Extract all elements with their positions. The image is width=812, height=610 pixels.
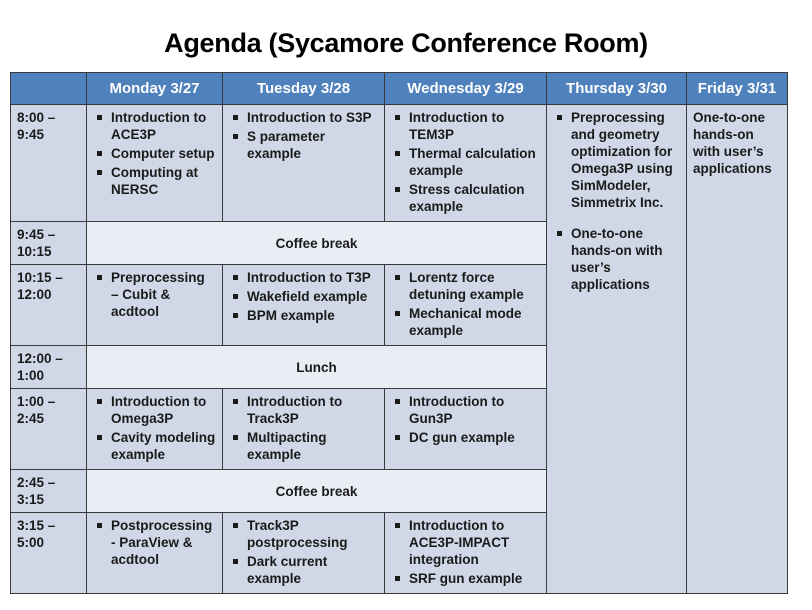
header-cell <box>11 73 87 105</box>
list-item: Mechanical mode example <box>409 305 540 339</box>
bullet-list <box>229 109 378 162</box>
list-item: S parameter example <box>247 128 378 162</box>
list-item: Preprocessing and geometry optimization for Omega3P using SimModeler, Simmetrix Inc. <box>571 109 680 211</box>
list-item: Lorentz force detuning example <box>409 269 540 303</box>
session-cell-mon <box>87 105 223 222</box>
bullet-list <box>229 269 378 324</box>
time-cell: 12:00 – 1:00 <box>11 346 87 389</box>
list-item: Introduction to TEM3P <box>409 109 540 143</box>
table-row <box>11 105 788 222</box>
time-cell: 3:15 – 5:00 <box>11 513 87 594</box>
bullet-list <box>391 517 540 587</box>
header-cell: Tuesday 3/28 <box>223 73 385 105</box>
list-item: Introduction to S3P <box>247 109 378 126</box>
list-item: Introduction to ACE3P-IMPACT integration <box>409 517 540 568</box>
list-item: Introduction to Omega3P <box>111 393 216 427</box>
session-cell-wed <box>385 265 547 346</box>
list-item: Computer setup <box>111 146 215 161</box>
list-item: Preprocessing – Cubit & acdtool <box>111 269 216 320</box>
session-cell-wed <box>385 513 547 594</box>
list-item: Introduction to T3P <box>247 269 378 286</box>
friday-cell: One-to-one hands-on with user’s applications <box>687 105 788 594</box>
list-item: Introduction to ACE3P <box>111 109 216 143</box>
bullet-list <box>93 517 216 568</box>
list-item: SRF gun example <box>409 570 540 587</box>
session-cell-mon <box>87 265 223 346</box>
session-cell-wed <box>385 105 547 222</box>
list-item: DC gun example <box>409 429 540 446</box>
session-cell-wed <box>385 389 547 470</box>
time-cell: 10:15 – 12:00 <box>11 265 87 346</box>
break-cell: Coffee break <box>87 470 547 513</box>
bullet-list <box>229 517 378 587</box>
session-cell-mon <box>87 389 223 470</box>
list-item: Computing at NERSC <box>111 164 216 198</box>
header-row <box>11 73 788 105</box>
header-cell: Thursday 3/30 <box>547 73 687 105</box>
agenda-table <box>10 72 788 594</box>
list-item: Stress calculation example <box>409 181 540 215</box>
time-cell: 1:00 – 2:45 <box>11 389 87 470</box>
list-item: Introduction to Track3P <box>247 393 378 427</box>
session-cell-tue <box>223 389 385 470</box>
session-cell-tue <box>223 513 385 594</box>
bullet-list <box>391 393 540 446</box>
bullet-list <box>553 109 680 293</box>
header-cell: Monday 3/27 <box>87 73 223 105</box>
list-item: Dark current example <box>247 553 378 587</box>
thursday-cell <box>547 105 687 594</box>
time-cell: 9:45 – 10:15 <box>11 222 87 265</box>
bullet-list <box>391 109 540 215</box>
list-item: Multipacting example <box>247 429 378 463</box>
bullet-list <box>391 269 540 339</box>
session-cell-tue <box>223 105 385 222</box>
time-cell: 2:45 – 3:15 <box>11 470 87 513</box>
list-item: Postprocessing - ParaView & acdtool <box>111 517 216 568</box>
list-item: Cavity modeling example <box>111 430 216 462</box>
list-item: Introduction to Gun3P <box>409 393 540 427</box>
page-title: Agenda (Sycamore Conference Room) <box>164 28 648 58</box>
time-cell: 8:00 – 9:45 <box>11 105 87 222</box>
bullet-list <box>229 393 378 463</box>
list-item: Wakefield example <box>247 288 378 305</box>
header-cell: Wednesday 3/29 <box>385 73 547 105</box>
bullet-list <box>93 109 216 198</box>
list-item: Track3P postprocessing <box>247 517 378 551</box>
session-cell-mon <box>87 513 223 594</box>
list-item: Thermal calculation example <box>409 145 540 179</box>
bullet-list <box>93 269 216 320</box>
break-cell: Lunch <box>87 346 547 389</box>
header-cell: Friday 3/31 <box>687 73 788 105</box>
list-item: One-to-one hands-on with user’s applications <box>571 225 680 293</box>
break-cell: Coffee break <box>87 222 547 265</box>
list-item: BPM example <box>247 307 378 324</box>
bullet-list <box>93 393 216 463</box>
session-cell-tue <box>223 265 385 346</box>
